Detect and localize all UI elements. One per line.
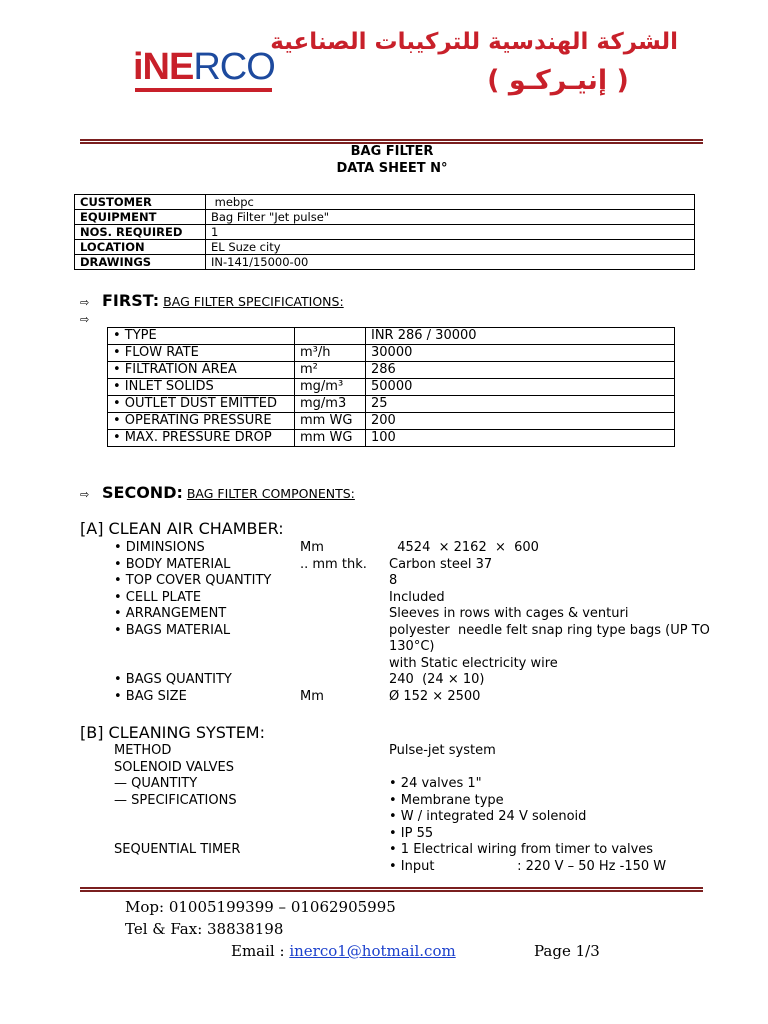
arrow-right-icon: ⇨: [80, 488, 90, 501]
spec-value: 50000: [366, 379, 675, 396]
section-b-item: METHOD: [114, 743, 172, 758]
section-a-heading: [A] CLEAN AIR CHAMBER:: [80, 519, 284, 538]
customer-label: LOCATION: [75, 240, 206, 255]
section-a-item: • BODY MATERIAL: [114, 557, 231, 572]
customer-row: [75, 195, 695, 210]
section-b-item: — SPECIFICATIONS: [114, 793, 237, 808]
section-b-item: SOLENOID VALVES: [114, 760, 235, 775]
customer-value: IN-141/15000-00: [206, 255, 695, 270]
spec-item: • INLET SOLIDS: [108, 379, 295, 396]
customer-row: [75, 210, 695, 225]
footer-divider: [80, 887, 703, 892]
spec-value: INR 286 / 30000: [366, 328, 675, 345]
customer-label: CUSTOMER: [75, 195, 206, 210]
section-b-heading: [B] CLEANING SYSTEM:: [80, 723, 265, 742]
spec-item: • OPERATING PRESSURE: [108, 413, 295, 430]
spec-item: • TYPE: [108, 328, 295, 345]
second-label: SECOND:: [102, 483, 183, 502]
spec-item: • FLOW RATE: [108, 345, 295, 362]
logo-underline: [135, 88, 272, 92]
section-a-value: Included: [389, 590, 445, 605]
customer-table: [74, 194, 695, 270]
spec-item: • OUTLET DUST EMITTED: [108, 396, 295, 413]
section-b-value: • Input : 220 V – 50 Hz -150 W: [389, 859, 667, 874]
spec-row: [108, 379, 675, 396]
email-link[interactable]: inerco1@hotmail.com: [289, 942, 456, 960]
section-b-value: • 24 valves 1": [389, 776, 482, 791]
section-a-item: • TOP COVER QUANTITY: [114, 573, 272, 588]
section-a-value: 130°C): [389, 639, 435, 654]
arrow-right-icon: ⇨: [80, 313, 90, 326]
section-a-value: Carbon steel 37: [389, 557, 493, 572]
section-a-item: • ARRANGEMENT: [114, 606, 227, 621]
section-b-value: • 1 Electrical wiring from timer to valves: [389, 842, 654, 857]
section-a-value: Sleeves in rows with cages & venturi: [389, 606, 629, 621]
spec-value: 25: [366, 396, 675, 413]
doc-subtitle: DATA SHEET N°: [336, 161, 448, 176]
arabic-company-name: [270, 24, 678, 102]
company-logo: [133, 45, 273, 97]
spec-item: • MAX. PRESSURE DROP: [108, 430, 295, 447]
logo-wordmark: [133, 45, 275, 89]
spec-unit: mm WG: [295, 430, 366, 447]
doc-title: BAG FILTER: [350, 144, 434, 159]
section-a-value: 8: [389, 573, 398, 588]
spec-row: [108, 328, 675, 345]
email-label: Email :: [231, 942, 290, 960]
section-b-value: • Membrane type: [389, 793, 504, 808]
customer-label: NOS. REQUIRED: [75, 225, 206, 240]
arrow-right-icon: ⇨: [80, 296, 90, 309]
section-b-item: — QUANTITY: [114, 776, 198, 791]
section-a-item: • BAG SIZE: [114, 689, 187, 704]
section-a-value: with Static electricity wire: [389, 656, 558, 671]
first-label: FIRST:: [102, 291, 160, 310]
customer-row: [75, 225, 695, 240]
logo-blue-part: RCO: [193, 46, 275, 88]
section-a-unit: .. mm thk.: [300, 557, 367, 572]
spec-row: [108, 413, 675, 430]
second-title: BAG FILTER COMPONENTS:: [186, 486, 355, 501]
customer-value: 1: [206, 225, 695, 240]
section-a-item: • CELL PLATE: [114, 590, 202, 605]
customer-value: EL Suze city: [206, 240, 695, 255]
customer-row: [75, 255, 695, 270]
spec-unit: mg/m3: [295, 396, 366, 413]
second-section-heading: [80, 483, 355, 502]
spec-unit: m³/h: [295, 345, 366, 362]
spec-unit: m²: [295, 362, 366, 379]
footer-telfax: Tel & Fax: 38838198: [125, 920, 284, 938]
customer-value: Bag Filter "Jet pulse": [206, 210, 695, 225]
section-b-item: SEQUENTIAL TIMER: [114, 842, 241, 857]
spec-item: • FILTRATION AREA: [108, 362, 295, 379]
section-a-unit: Mm: [300, 689, 324, 704]
customer-row: [75, 240, 695, 255]
spec-row: [108, 396, 675, 413]
customer-label: EQUIPMENT: [75, 210, 206, 225]
spec-table: [107, 327, 675, 447]
spec-row: [108, 345, 675, 362]
spec-unit: mg/m³: [295, 379, 366, 396]
first-section-heading: [80, 291, 344, 310]
section-b-value: • W / integrated 24 V solenoid: [389, 809, 587, 824]
spec-row: [108, 430, 675, 447]
customer-value: mebpc: [206, 195, 695, 210]
page-number: Page 1/3: [534, 942, 600, 960]
arabic-name-line1: الشركة الهندسية للتركيبات الصناعية: [270, 29, 678, 55]
spec-value: 30000: [366, 345, 675, 362]
section-a-value: Ø 152 × 2500: [389, 689, 481, 704]
section-a-item: • DIMINSIONS: [114, 540, 205, 555]
section-a-unit: Mm: [300, 540, 324, 555]
arabic-name-line2: ( إنيـركـو ): [487, 65, 629, 96]
spec-unit: [295, 328, 366, 345]
section-b-value: Pulse-jet system: [389, 743, 496, 758]
section-a-item: • BAGS QUANTITY: [114, 672, 232, 687]
spec-value: 200: [366, 413, 675, 430]
first-title: BAG FILTER SPECIFICATIONS:: [163, 294, 344, 309]
spec-unit: mm WG: [295, 413, 366, 430]
logo-red-part: iNE: [133, 46, 194, 88]
spec-row: [108, 362, 675, 379]
footer-email: [231, 941, 456, 961]
spec-value: 100: [366, 430, 675, 447]
section-a-value: 240 (24 × 10): [389, 672, 485, 687]
section-a-value: polyester needle felt snap ring type bags (UP TO: [389, 623, 710, 638]
footer-mobile: Mop: 01005199399 – 01062905995: [125, 898, 396, 916]
spec-value: 286: [366, 362, 675, 379]
section-a-item: • BAGS MATERIAL: [114, 623, 231, 638]
first-section-arrow: [80, 311, 102, 326]
customer-label: DRAWINGS: [75, 255, 206, 270]
section-a-value: 4524 × 2162 × 600: [389, 540, 539, 555]
section-b-value: • IP 55: [389, 826, 434, 841]
